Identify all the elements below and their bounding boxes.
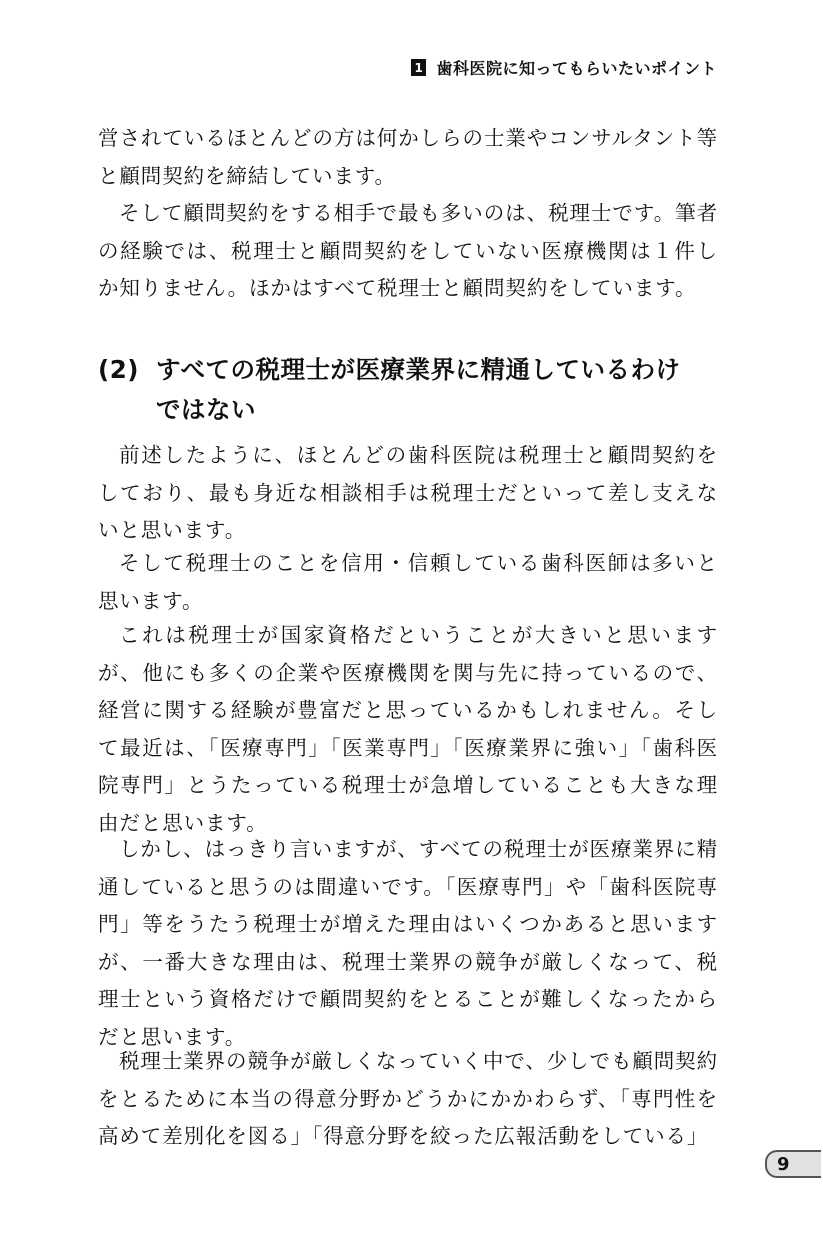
page-number-text: 9 (777, 1153, 790, 1175)
paragraph: しかし、はっきり言いますが、すべての税理士が医療業界に精通していると思うのは間違いです。「医療専門」や「歯科医院専門」等をうたう税理士が増えた理由はいくつかあると思いますが、一番大きな理由は、税理士業界の競争が厳しくなって、税理士という資格だけで顧問契約をとることが難しくなったからだと思います。 (98, 837, 718, 1049)
page-number (765, 1150, 821, 1178)
paragraph: これは税理士が国家資格だということが大きいと思いますが、他にも多くの企業や医療機関を関与先に持っているので、経営に関する経験が豊富だと思っているかもしれません。そして最近は、「医療専門」「医業専門」「医療業界に強い」「歯科医院専門」とうたっている税理士が急増していることも大きな理由だと思います。 (98, 623, 718, 835)
paragraph: そして顧問契約をする相手で最も多いのは、税理士です。筆者の経験では、税理士と顧問契約をしていない医療機関は１件しか知りません。ほかはすべて税理士と顧問契約をしています。 (98, 201, 718, 300)
chapter-title: 歯科医院に知ってもらいたいポイント (436, 59, 717, 78)
section-number: (2) (98, 355, 139, 384)
section-title-line1: すべての税理士が医療業界に精通しているわけ (156, 355, 681, 384)
paragraph-continued: 営されているほとんどの方は何かしらの士業やコンサルタント等と顧問契約を締結しています。 (98, 126, 718, 188)
section-title-line2: ではない (156, 395, 256, 424)
paragraph: 前述したように、ほとんどの歯科医院は税理士と顧問契約をしており、最も身近な相談相手は税理士だといって差し支えないと思います。 (98, 443, 718, 542)
running-header (411, 56, 717, 79)
paragraph: 税理士業界の競争が厳しくなっていく中で、少しでも顧問契約をとるために本当の得意分野かどうかにかかわらず、「専門性を高めて差別化を図る」「得意分野を絞った広報活動をしている」 (98, 1049, 718, 1148)
section-heading (98, 350, 738, 430)
paragraph: そして税理士のことを信用・信頼している歯科医師は多いと思います。 (98, 551, 718, 613)
chapter-number-badge: 1 (411, 59, 426, 76)
